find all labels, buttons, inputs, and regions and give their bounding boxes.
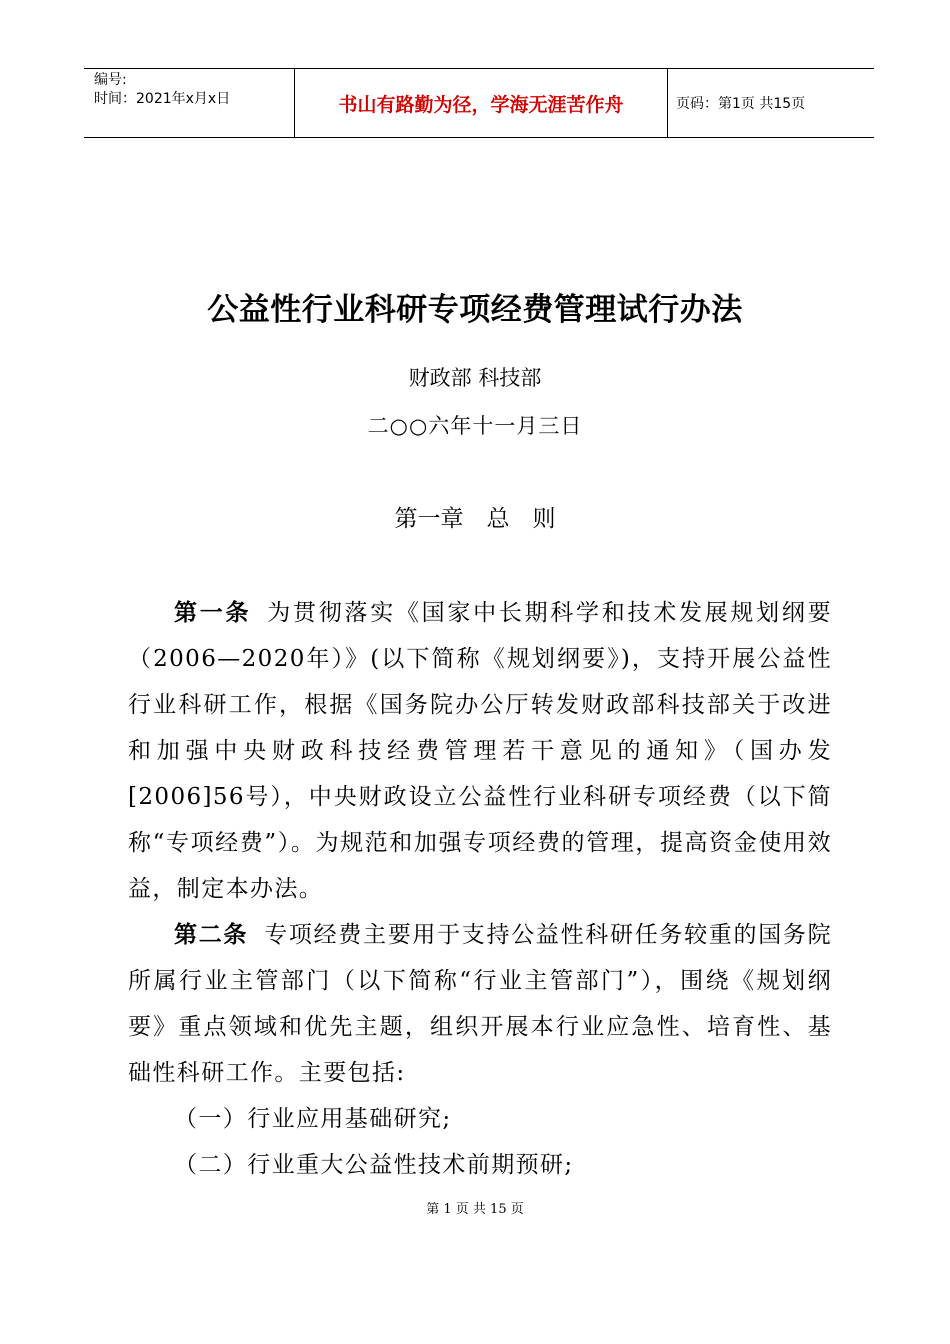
article-text: 专项经费主要用于支持公益性科研任务较重的国务院所属行业主管部门（以下简称“行业主管部门”），围绕《规划纲要》重点领域和优先主题，组织开展本行业应急性、培育性、基础性科研工作。主要包括: (128, 922, 833, 1086)
article-label: 第二条 (174, 922, 249, 948)
article-2 (128, 912, 832, 1096)
issue-date: 二○○六年十一月三日 (367, 414, 583, 438)
document-title: 公益性行业科研专项经费管理试行办法 (207, 292, 743, 328)
article-text: 为贯彻落实《国家中长期科学和技术发展规划纲要（2006—2020年）》(以下简称《规划纲要》)，支持开展公益性行业科研工作，根据《国务院办公厅转发财政部科技部关于改进和加强中央财政科技经费管理若干意见的通知》（国办发[2006]56号），中央财政设立公益性行业科研专项经费（以下简称“专项经费”）。为规范和加强专项经费的管理，提高资金使用效益，制定本办法。 (128, 600, 832, 902)
header-page-info: 页码：第1页 共15页 (676, 96, 806, 112)
page-footer: 第 1 页 共 15 页 (426, 1202, 524, 1217)
chapter-heading: 第一章 总 则 (394, 506, 556, 532)
article-1 (128, 590, 832, 912)
time-label: 时间：2021年x月x日 (94, 91, 231, 107)
document-body (128, 590, 832, 1188)
header-meta-cell (84, 69, 295, 137)
issuer: 财政部 科技部 (408, 366, 542, 390)
article-label: 第一条 (174, 600, 252, 626)
list-item: （二）行业重大公益性技术前期预研; (174, 1152, 574, 1178)
document-header (84, 68, 874, 138)
header-motto: 书山有路勤为径，学海无涯苦作舟 (295, 69, 668, 137)
number-label: 编号: (94, 72, 127, 88)
list-item: （一）行业应用基础研究; (174, 1106, 452, 1132)
